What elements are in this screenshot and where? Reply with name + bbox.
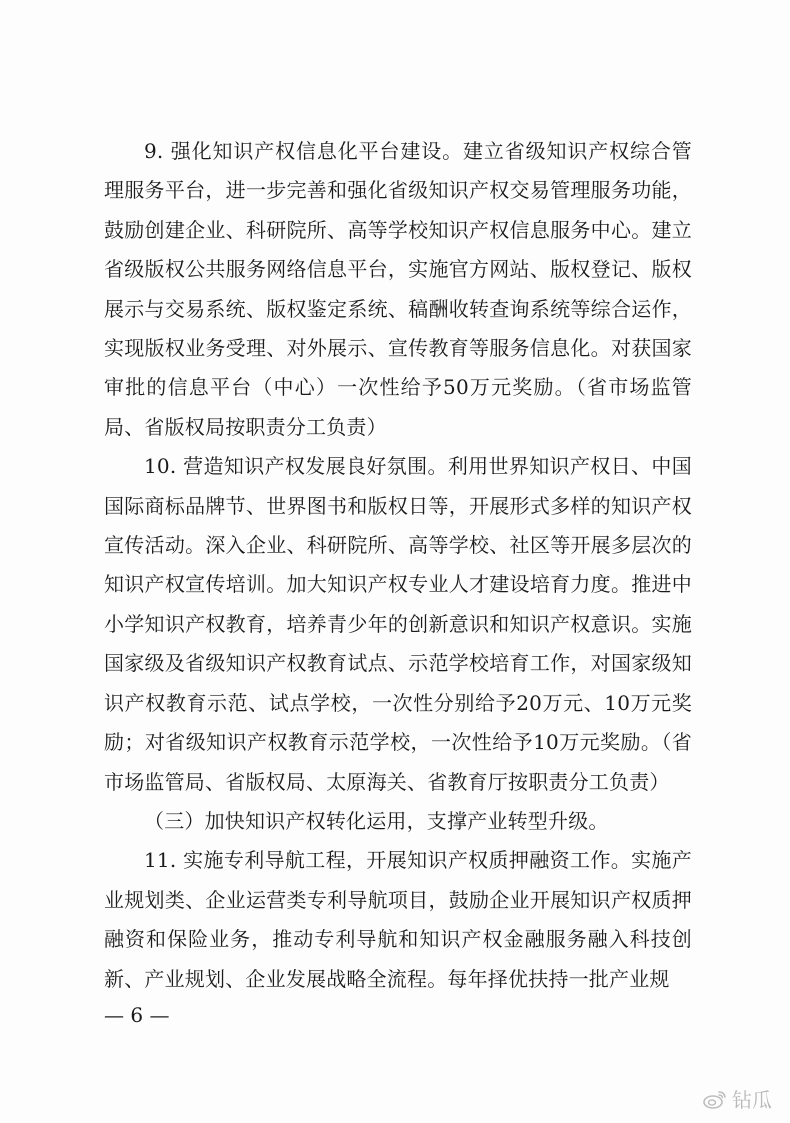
- page-number: — 6 —: [104, 1003, 170, 1027]
- document-body: [104, 132, 692, 999]
- section-heading-3: （三）加快知识产权转化运用，支撑产业转型升级。: [144, 808, 609, 833]
- watermark-text: 钻瓜: [732, 1088, 772, 1112]
- weibo-icon: [702, 1088, 728, 1110]
- paragraph-10: 10. 营造知识产权发展良好氛围。利用世界知识产权日、中国国际商标品牌节、世界图书和版权日等，开展形式多样的知识产权宣传活动。深入企业、科研院所、高等学校、社区等开展多层次的知识产权宣传培训。加大知识产权专业人才建设培育力度。推进中小学知识产权教育，培养青少年的创新意识和知识产权意识。实施国家级及省级知识产权教育试点、示范学校培育工作，对国家级知识产权教育示范、试点学校，一次性分别给予20万元、10万元奖励；对省级知识产权教育示范学校，一次性给予10万元奖励。（省市场监管局、省版权局、太原海关、省教育厅按职责分工负责）: [104, 454, 692, 794]
- paragraph-9: 9. 强化知识产权信息化平台建设。建立省级知识产权综合管理服务平台，进一步完善和强化省级知识产权交易管理服务功能，鼓励创建企业、科研院所、高等学校知识产权信息服务中心。建立省级版权公共服务网络信息平台，实施官方网站、版权登记、版权展示与交易系统、版权鉴定系统、稿酬收转查询系统等综合运作，实现版权业务受理、对外展示、宣传教育等服务信息化。对获国家审批的信息平台（中心）一次性给予50万元奖励。（省市场监管局、省版权局按职责分工负责）: [104, 139, 692, 439]
- paragraph-11: 11. 实施专利导航工程，开展知识产权质押融资工作。实施产业规划类、企业运营类专利导航项目，鼓励企业开展知识产权质押融资和保险业务，推动专利导航和知识产权金融服务融入科技创新、产业规划、企业发展战略全流程。每年择优扶持一批产业规: [104, 848, 692, 991]
- watermark: [702, 1084, 772, 1113]
